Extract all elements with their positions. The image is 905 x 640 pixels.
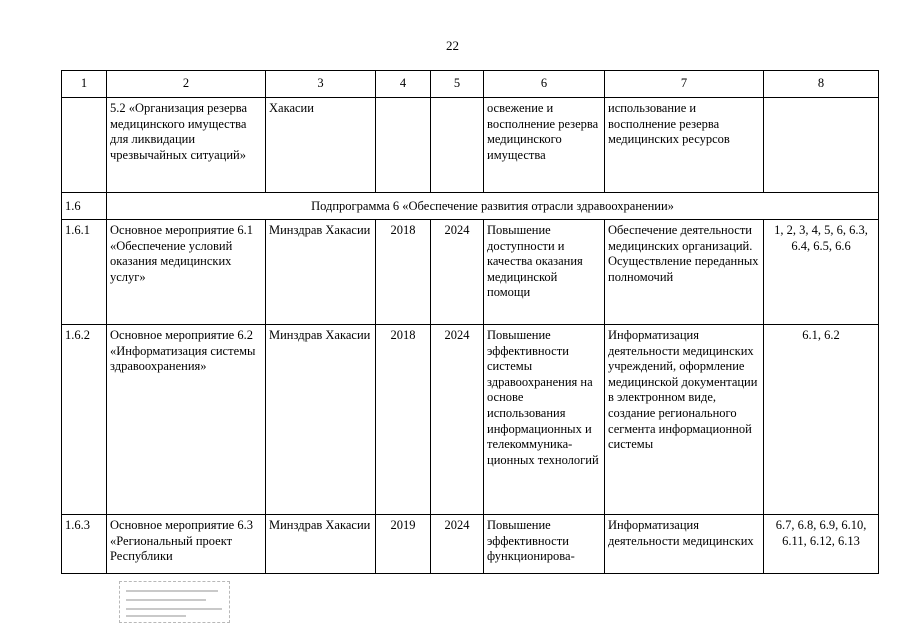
end-year: 2024 [431,515,484,574]
indicators: 6.1, 6.2 [764,325,879,515]
row-number: 1.6.1 [62,220,107,325]
start-year: 2018 [376,220,431,325]
stamp-line [126,608,222,610]
measure-description: использование и восполнение резерва медицинских ресурсов [605,98,764,193]
start-year [376,98,431,193]
header-cell: 1 [62,71,107,98]
table-row [62,325,879,515]
faded-stamp [119,581,230,623]
executor: Минздрав Хакасии [266,325,376,515]
measure-name: Основное мероприятие 6.2 «Информатизация системы здравоохранения» [107,325,266,515]
expected-result: Повышение эффективности системы здравоохранения на основе использования информационных и телекоммуникационных технологий [484,325,605,515]
executor: Минздрав Хакасии [266,220,376,325]
subprogram-number: 1.6 [62,193,107,220]
executor: Хакасии [266,98,376,193]
indicators [764,98,879,193]
end-year [431,98,484,193]
header-cell: 3 [266,71,376,98]
end-year: 2024 [431,220,484,325]
table-row [62,98,879,193]
table-row [62,515,879,574]
subprogram-title: Подпрограмма 6 «Обеспечение развития отрасли здравоохранении» [107,193,879,220]
header-cell: 6 [484,71,605,98]
measure-description: Информатизация деятельности медицинских [605,515,764,574]
measure-description: Информатизация деятельности медицинских учреждений, оформление медицинской документации в электронном виде, создание регионального сегмента информационной системы [605,325,764,515]
stamp-line [126,615,186,617]
header-cell: 4 [376,71,431,98]
end-year: 2024 [431,325,484,515]
start-year: 2019 [376,515,431,574]
program-table [61,70,879,574]
row-number: 1.6.2 [62,325,107,515]
stamp-line [126,590,218,592]
header-row [62,71,879,98]
expected-result: Повышение доступности и качества оказания медицинской помощи [484,220,605,325]
row-number [62,98,107,193]
expected-result: Повышение эффективности функционирова- [484,515,605,574]
indicators: 6.7, 6.8, 6.9, 6.10, 6.11, 6.12, 6.13 [764,515,879,574]
header-cell: 2 [107,71,266,98]
page-number: 22 [446,38,459,53]
measure-name: 5.2 «Организация резерва медицинского имущества для ликвидации чрезвычайных ситуаций» [107,98,266,193]
measure-description: Обеспечение деятельности медицинских организаций. Осуществление переданных полномочий [605,220,764,325]
executor: Минздрав Хакасии [266,515,376,574]
measure-name: Основное мероприятие 6.3 «Региональный проект Республики [107,515,266,574]
subprogram-row [62,193,879,220]
indicators: 1, 2, 3, 4, 5, 6, 6.3, 6.4, 6.5, 6.6 [764,220,879,325]
start-year: 2018 [376,325,431,515]
row-number: 1.6.3 [62,515,107,574]
header-cell: 7 [605,71,764,98]
stamp-line [126,599,206,601]
header-cell: 5 [431,71,484,98]
header-cell: 8 [764,71,879,98]
measure-name: Основное мероприятие 6.1 «Обеспечение условий оказания медицинских услуг» [107,220,266,325]
table-row [62,220,879,325]
expected-result: освежение и восполнение резерва медицинского имущества [484,98,605,193]
